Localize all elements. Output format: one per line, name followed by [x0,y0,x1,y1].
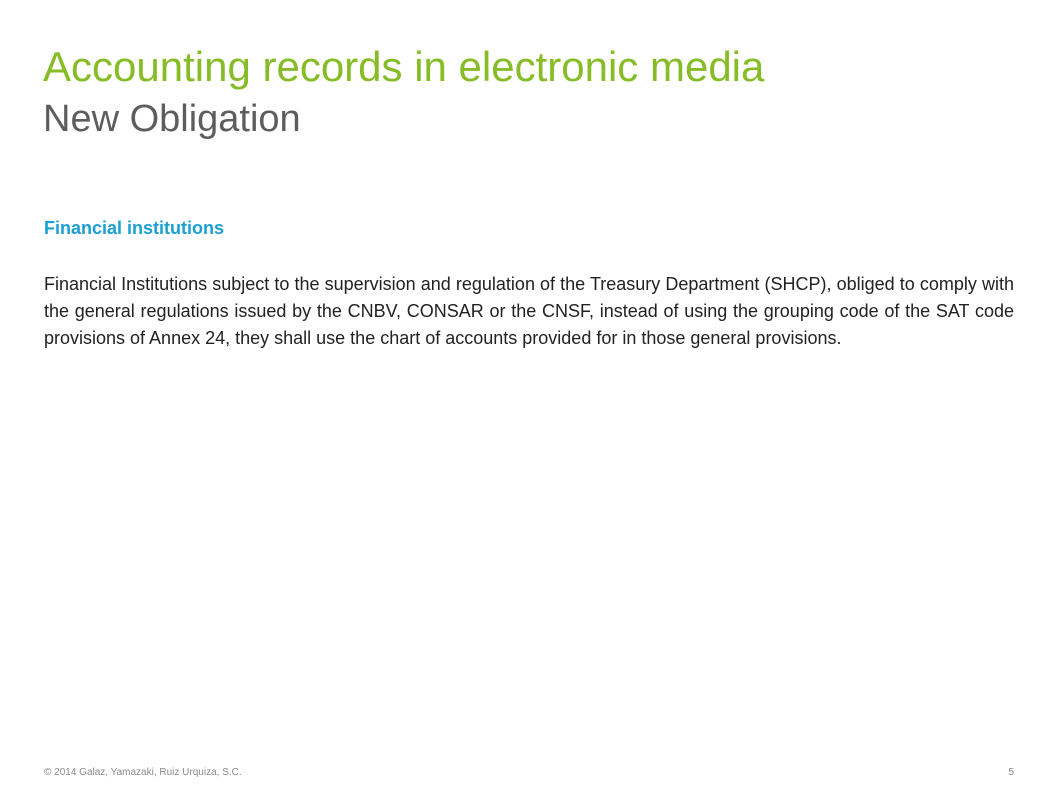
page-number: 5 [1008,767,1014,778]
section-heading: Financial institutions [44,218,225,238]
slide-subtitle: New Obligation [43,98,301,140]
footer-copyright: © 2014 Galaz, Yamazaki, Ruiz Urquiza, S.C. [44,767,242,778]
body-paragraph: Financial Institutions subject to the supervision and regulation of the Treasury Department (SHCP), obliged to comply with the general regulations issued by the CNBV, CONSAR or the CNSF, instead of using the grouping code of the SAT code provisions of Annex 24, they shall use the chart of accounts provided for in those general provisions. [44,274,1014,348]
slide-title: Accounting records in electronic media [43,43,765,90]
